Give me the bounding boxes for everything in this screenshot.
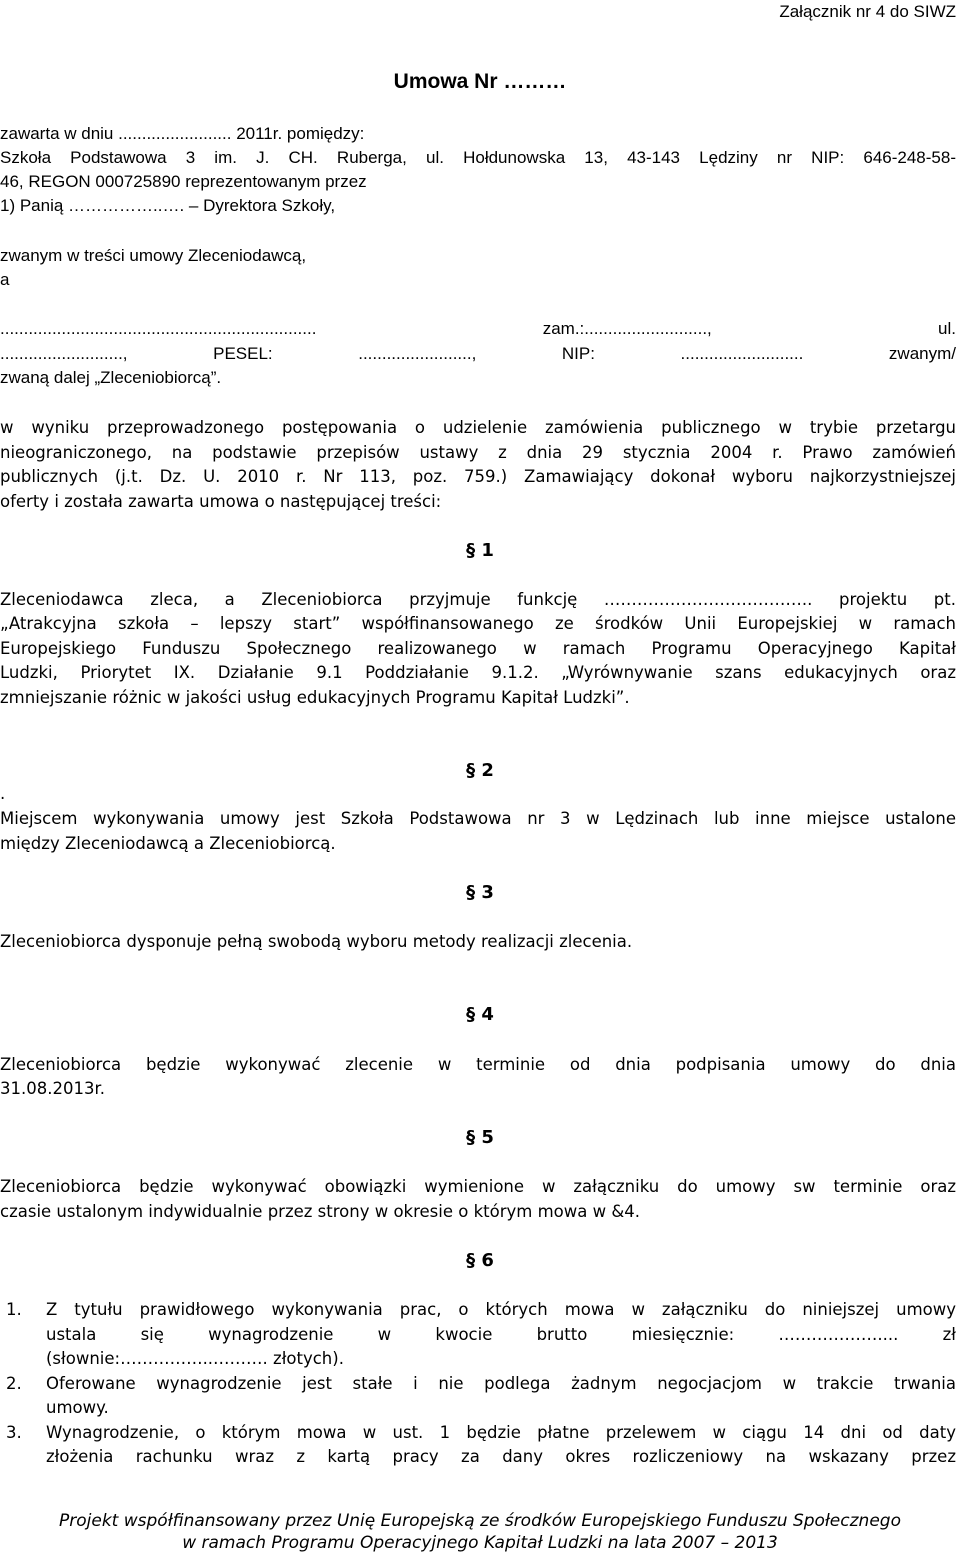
preamble-line: publicznych (j.t. Dz. U. 2010 r. Nr 113, poz. 759.) Zamawiający dokonał wyboru najkorzystniejszej <box>0 467 956 486</box>
preamble-line: nieograniczonego, na podstawie przepisów ustawy z dnia 29 stycznia 2004 r. Prawo zamówień <box>0 443 956 462</box>
intro-line-address: ................................................................... zam.:.........................., ul. <box>0 319 956 338</box>
section-heading-4: § 4 <box>466 1004 494 1025</box>
intro-line-school: Szkoła Podstawowa 3 im. J. CH. Ruberga, ul. Hołdunowska 13, 43-143 Lędziny nr NIP: 646-248-58- <box>0 148 956 167</box>
section-5-line: Zleceniobiorca będzie wykonywać obowiązki wymienione w załączniku do umowy sw terminie oraz <box>0 1177 956 1196</box>
section-heading-1: § 1 <box>466 540 494 561</box>
section-heading-3: § 3 <box>466 882 494 903</box>
section-2-line: między Zleceniodawcą a Zleceniobiorcą. <box>0 834 336 853</box>
footer-line: w ramach Programu Operacyjnego Kapitał Ludzki na lata 2007 – 2013 <box>182 1533 778 1553</box>
section-1-line: „Atrakcyjna szkoła – lepszy start” współfinansowanego ze środków Unii Europejskiej w ramach <box>0 614 956 633</box>
section-2-dot: . <box>0 784 6 803</box>
section-1-line: Ludzki, Priorytet IX. Działanie 9.1 Poddziałanie 9.1.2. „Wyrównywanie szans edukacyjnych oraz <box>0 663 956 682</box>
intro-line-regon: 46, REGON 000725890 reprezentowanym przez <box>0 172 367 191</box>
section-3-line: Zleceniobiorca dysponuje pełną swobodą wyboru metody realizacji zlecenia. <box>0 932 633 951</box>
intro-line-a: a <box>0 270 10 289</box>
list-item-line: Oferowane wynagrodzenie jest stałe i nie podlega żadnym negocjacjom w trakcie trwania <box>46 1374 956 1393</box>
list-item-number: 2. <box>6 1374 22 1393</box>
section-1-line: zmniejszanie różnic w jakości usług edukacyjnych Programu Kapitał Ludzki”. <box>0 688 630 707</box>
intro-line-director: 1) Panią ……………..…. – Dyrektora Szkoły, <box>0 196 336 215</box>
section-2-line: Miejscem wykonywania umowy jest Szkoła Podstawowa nr 3 w Lędzinach lub inne miejsce ustalone <box>0 809 956 828</box>
list-item-line: Z tytułu prawidłowego wykonywania prac, o których mowa w załączniku do niniejszej umowy <box>46 1300 956 1319</box>
intro-line-zleceniodawca: zwanym w treści umowy Zleceniodawcą, <box>0 246 307 265</box>
section-1-line: Zleceniodawca zleca, a Zleceniobiorca przyjmuje funkcję ……………………………….. projektu pt. <box>0 590 956 609</box>
list-item-line: (słownie:……………..………. złotych). <box>46 1349 344 1368</box>
list-item-line: złożenia rachunku wraz z kartą pracy za dany okres rozliczeniowy na wskazany przez <box>46 1447 956 1466</box>
list-item-number: 3. <box>6 1423 22 1442</box>
intro-line-zleceniobiorca: zwaną dalej „Zleceniobiorcą”. <box>0 368 222 387</box>
section-heading-6: § 6 <box>466 1250 494 1271</box>
section-heading-5: § 5 <box>466 1127 494 1148</box>
section-heading-2: § 2 <box>466 760 494 781</box>
list-item-number: 1. <box>6 1300 22 1319</box>
preamble-line: oferty i została zawarta umowa o następującej treści: <box>0 492 442 511</box>
footer-line: Projekt współfinansowany przez Unię Europejską ze środków Europejskiego Funduszu Społecznego <box>59 1511 901 1531</box>
intro-line-date: zawarta w dniu ........................ 2011r. pomiędzy: <box>0 124 365 143</box>
section-4-line: Zleceniobiorca będzie wykonywać zlecenie w terminie od dnia podpisania umowy do dnia <box>0 1055 956 1074</box>
list-item-line: umowy. <box>46 1398 109 1417</box>
intro-line-pesel: .........................., PESEL: ........................, NIP: .......................... zwanym/ <box>0 344 956 363</box>
section-4-line: 31.08.2013r. <box>0 1079 105 1098</box>
list-item-line: ustala się wynagrodzenie w kwocie brutto miesięcznie: ……………….... zł <box>46 1325 956 1344</box>
list-item-line: Wynagrodzenie, o którym mowa w ust. 1 będzie płatne przelewem w ciągu 14 dni od daty <box>46 1423 956 1442</box>
attachment-label: Załącznik nr 4 do SIWZ <box>779 2 956 21</box>
preamble-line: w wyniku przeprowadzonego postępowania o udzielenie zamówienia publicznego w trybie przetargu <box>0 418 956 437</box>
section-1-line: Europejskiego Funduszu Społecznego realizowanego w ramach Programu Operacyjnego Kapitał <box>0 639 956 658</box>
section-5-line: czasie ustalonym indywidualnie przez strony w okresie o którym mowa w &4. <box>0 1202 640 1221</box>
document-title: Umowa Nr ……… <box>393 70 567 93</box>
